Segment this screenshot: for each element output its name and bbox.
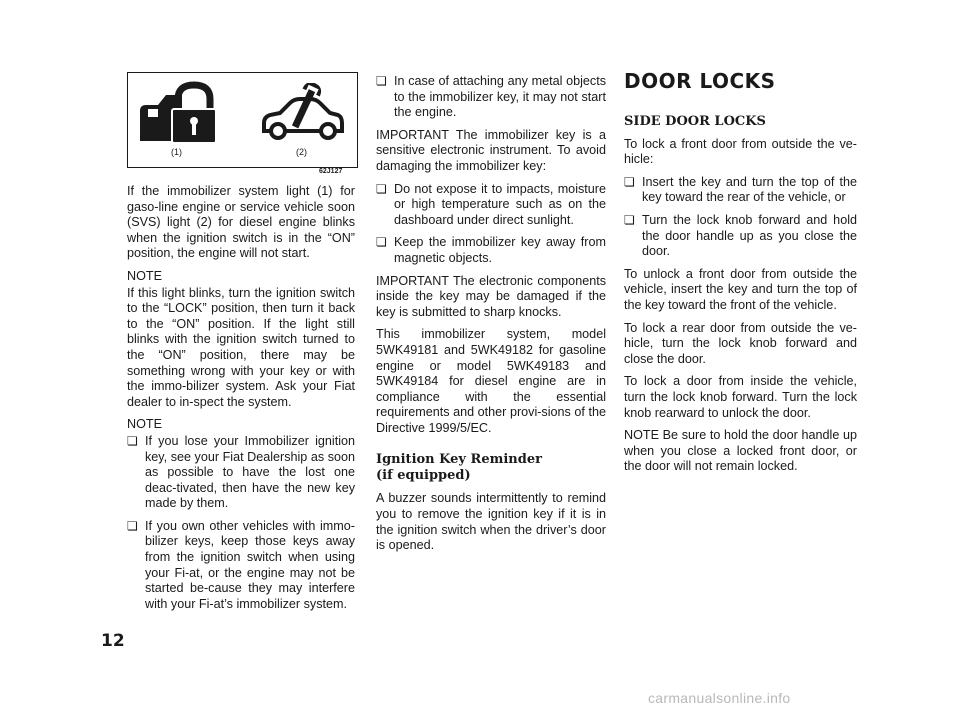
heading-line: Ignition Key Reminder	[376, 452, 542, 468]
heading-line: (if equipped)	[376, 468, 471, 484]
bullet-item: ❏ If you lose your Immobilizer ignition key, see your Fiat Dealership as soon as possible to have the lost one deac-tivated, then have the new key made by them.	[127, 434, 355, 512]
column-3	[624, 68, 857, 482]
bullet-item: ❏ Turn the lock knob forward and hold the door handle up as you close the door.	[624, 213, 857, 260]
bullet-item: ❏ Do not expose it to impacts, moisture or high temperature such as on the dashboard under direct sunlight.	[376, 182, 606, 229]
column-2	[376, 74, 606, 561]
page-title: DOOR LOCKS	[624, 69, 776, 93]
paragraph: If the immobilizer system light (1) for gaso-line engine or service vehicle soon (SVS) light (2) for diesel engine blinks when the ignition switch is in the “ON” position, the engine will not start.	[127, 184, 355, 261]
bullet-item: ❏ In case of attaching any metal objects to the immobilizer key, it may not start the engine.	[376, 74, 606, 121]
paragraph: If this light blinks, turn the ignition switch to the “LOCK” position, then turn it back to the “ON” position. If the light still blinks with the ignition switch turned to the “ON” position, there may be something wrong with your key or with the immo-bilizer system. Ask your Fiat dealer to in-spect the system.	[127, 285, 355, 409]
section-heading	[376, 452, 606, 484]
bullet-item: ❏ Insert the key and turn the top of the key toward the rear of the vehicle, or	[624, 175, 857, 206]
figure-code: 62J127	[319, 168, 343, 175]
figure-label-1: (1)	[171, 147, 182, 157]
paragraph: To unlock a front door from outside the vehicle, insert the key and turn the top of the key toward the front of the vehicle.	[624, 266, 857, 312]
paragraph: A buzzer sounds intermittently to remind you to remove the ignition key if it is in the ignition switch when the driver’s door is opened.	[376, 491, 606, 553]
paragraph: To lock a front door from outside the ve-hicle:	[624, 136, 857, 167]
paragraph: To lock a door from inside the vehicle, turn the lock knob forward. Turn the lock knob rearward to unlock the door.	[624, 374, 857, 420]
paragraph: IMPORTANT The electronic components inside the key may be damaged if the key is submitted to sharp knocks.	[376, 273, 606, 319]
paragraph: To lock a rear door from outside the ve-hicle, turn the lock knob forward and close the door.	[624, 320, 857, 366]
note-label: NOTE	[127, 268, 162, 283]
watermark-link[interactable]: carmanualsonline.info	[648, 690, 791, 706]
column-1	[127, 184, 355, 619]
service-vehicle-soon-icon	[260, 83, 346, 143]
immobilizer-car-lock-icon	[136, 81, 220, 145]
paragraph: IMPORTANT The immobilizer key is a sensitive electronic instrument. To avoid damaging the immobilizer key:	[376, 127, 606, 173]
paragraph: NOTE Be sure to hold the door handle up when you close a locked front door, or the door will not remain locked.	[624, 428, 857, 474]
note-label: NOTE	[127, 417, 162, 432]
page-number: 12	[101, 631, 125, 651]
paragraph: This immobilizer system, model 5WK49181 and 5WK49182 for gasoline engine or model 5WK49183 and 5WK49184 for diesel engine are in compliance with the essential requirements and other provi-sions of the Directive 1999/5/EC.	[376, 327, 606, 435]
immobilizer-figure	[127, 72, 358, 168]
section-heading: SIDE DOOR LOCKS	[624, 114, 766, 129]
bullet-item: ❏ If you own other vehicles with immo-bilizer keys, keep those keys away from the ignition switch when using your Fi-at, or the engine may not be started be-cause they may interfere with your Fi-at’s immobilizer system.	[127, 519, 355, 613]
figure-label-2: (2)	[296, 147, 307, 157]
bullet-item: ❏ Keep the immobilizer key away from magnetic objects.	[376, 235, 606, 266]
